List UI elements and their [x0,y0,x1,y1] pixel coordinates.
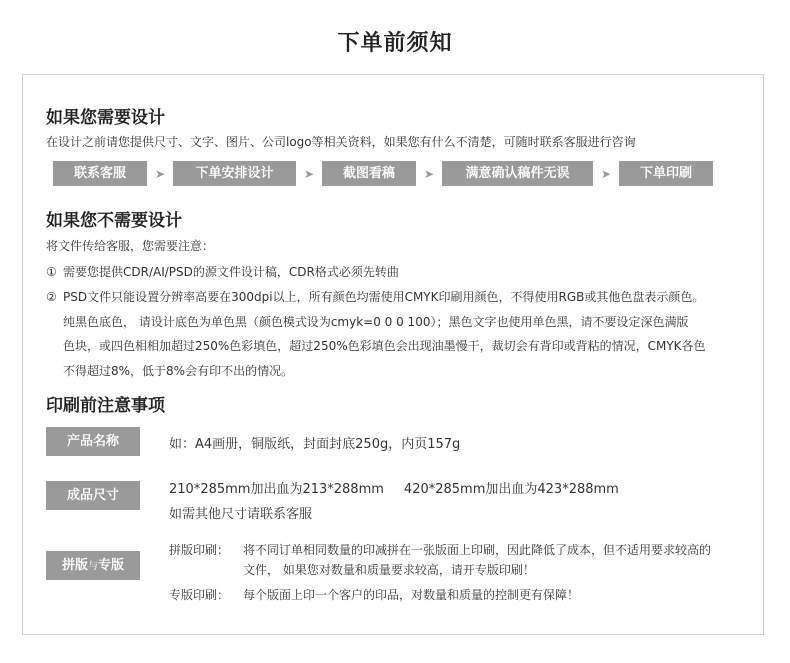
note-text: 需要您提供CDR/AI/PSD的源文件设计稿，CDR格式必须先转曲 [63,265,399,279]
design-section-heading: 如果您需要设计 [46,108,165,128]
layout-tag-part: 专版 [98,558,125,573]
design-section-intro: 在设计之前请您提供尺寸、文字、图片、公司logo等相关资料，如果您有什么不清楚，可随时联系客服进行咨询 [46,135,636,149]
pinban-label: 拼版印刷： [169,543,230,557]
step-arrange-design: 下单安排设计 [173,161,296,186]
note-2-continuation-line: 不得超过8%，低于8%会有印不出的情况。 [63,364,294,378]
note-item-1 [46,263,399,280]
step-contact-service: 联系客服 [53,161,147,186]
step-confirm-draft: 满意确认稿件无误 [442,161,593,186]
note-2-continuation-line: 纯黑色底色， 请设计底色为单色黑（颜色模式设为cmyk=0 0 0 100）；黑色文字也使用单色黑，请不要设定深色满版 [63,315,689,329]
no-design-section-intro: 将文件传给客服，您需要注意： [46,239,215,253]
step-arrow-icon: ➤ [423,166,435,181]
note-2-continuation-line: 色块，或四色相相加超过250%色彩填色，超过250%色彩填色会出现油墨慢干，裁切会有背印或背粘的情况，CMYK各色 [63,339,706,353]
finished-size-values [169,478,619,497]
step-review-screenshot: 截图看稿 [322,161,416,186]
zhuanban-text: 每个版面上印一个客户的印品，对数量和质量的控制更有保障！ [243,588,580,602]
step-arrow-icon: ➤ [600,166,612,181]
other-size-note: 如需其他尺寸请联系客服 [169,507,313,522]
notice-panel [22,74,764,635]
step-arrow-icon: ➤ [154,166,166,181]
design-process-steps [53,161,713,186]
step-arrow-icon: ➤ [303,166,315,181]
no-design-section-heading: 如果您不需要设计 [46,211,182,231]
layout-tag-connector: 与 [88,561,98,572]
print-section-heading: 印刷前注意事项 [46,396,165,416]
note-item-2 [46,288,704,305]
product-name-value: 如：A4画册，铜版纸，封面封底250g，内页157g [169,437,461,452]
layout-tag-part: 拼版 [61,558,88,573]
page-title: 下单前须知 [337,31,453,56]
pinban-text-line-2: 文件， 如果您对数量和质量要求较高，请开专版印刷！ [243,563,535,577]
step-place-order-print: 下单印刷 [619,161,713,186]
finished-size-tag: 成品尺寸 [46,481,140,510]
note-number: ② [46,290,57,304]
size-a3: 420*285mm加出血为423*288mm [403,482,619,497]
layout-type-tag [46,551,140,580]
size-a4: 210*285mm加出血为213*288mm [169,482,384,497]
note-number: ① [46,265,57,279]
note-text: PSD文件只能设置分辨率高要在300dpi以上，所有颜色均需使用CMYK印刷用颜色，不得使用RGB或其他色盘表示颜色。 [63,290,705,304]
pinban-text-line-1: 将不同订单相同数量的印减拼在一张版面上印刷，因此降低了成本，但不适用要求较高的 [243,543,712,557]
product-name-tag: 产品名称 [46,427,140,456]
zhuanban-label: 专版印刷： [169,588,230,602]
